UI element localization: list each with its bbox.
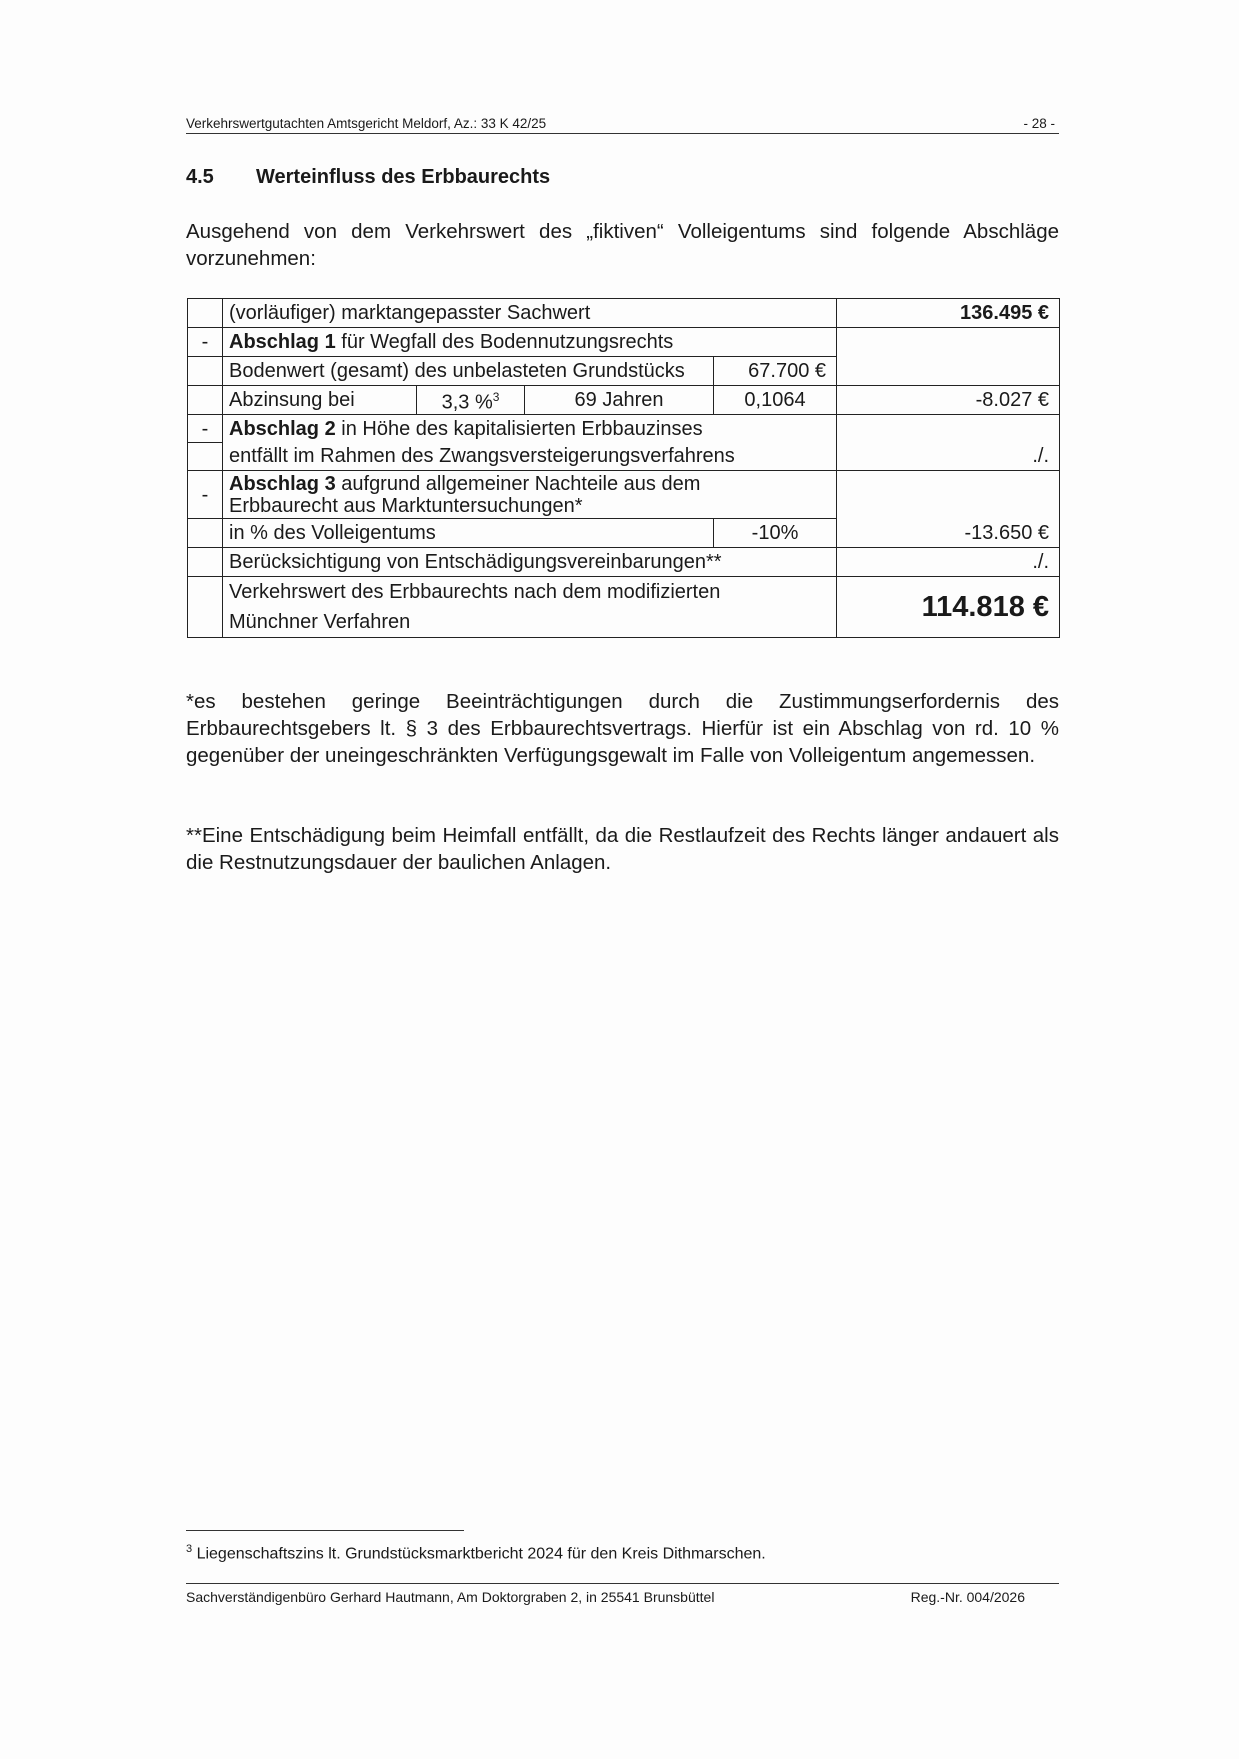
row-label: in % des Volleigentums [223, 519, 714, 548]
table-row [188, 328, 1060, 357]
row-amount: -8.027 € [837, 386, 1060, 415]
discount-factor: 0,1064 [714, 386, 837, 415]
row-label: Bodenwert (gesamt) des unbelasteten Grundstücks [223, 357, 714, 386]
section-heading [186, 166, 550, 189]
note-heimfall: **Eine Entschädigung beim Heimfall entfällt, da die Restlaufzeit des Rechts länger andauert als die Restnutzungsdauer der baulichen Anlagen. [186, 824, 1059, 874]
row-label: (vorläufiger) marktangepasster Sachwert [223, 299, 837, 328]
row-label: Abzinsung bei [223, 386, 417, 415]
page-number: - 28 - [1023, 116, 1055, 131]
row-sign: - [188, 328, 223, 357]
valuation-table [187, 298, 1060, 638]
row-amount: -13.650 € [837, 519, 1060, 548]
row-sign: - [188, 471, 223, 519]
row-label: Abschlag 3 aufgrund allgemeiner Nachteile aus dem Erbbaurecht aus Marktuntersuchungen* [223, 471, 837, 519]
row-value: -10% [714, 519, 837, 548]
table-row [188, 577, 1060, 638]
table-row [188, 299, 1060, 328]
note-zustimmung: *es bestehen geringe Beeinträchtigungen durch die Zustimmungserfordernis des Erbbaurechtsgebers lt. § 3 des Erbbaurechtsvertrags. Hierfür ist ein Abschlag von rd. 10 % gegenüber der uneingeschränkten Verfügungsgewalt im Falle von Volleigentum angemessen. [186, 690, 1059, 767]
section-number: 4.5 [186, 166, 214, 188]
page-header [186, 114, 1059, 134]
term-years: 69 Jahren [525, 386, 714, 415]
page-footer [186, 1583, 1059, 1605]
total-amount: 114.818 € [837, 577, 1060, 638]
row-amount: ./. [837, 443, 1060, 471]
row-label: entfällt im Rahmen des Zwangsversteigerungsverfahrens [223, 443, 837, 471]
row-label: Berücksichtigung von Entschädigungsvereinbarungen** [223, 548, 837, 577]
header-reference: Verkehrswertgutachten Amtsgericht Meldorf, Az.: 33 K 42/25 [186, 116, 547, 131]
table-row [188, 443, 1060, 471]
table-row [188, 386, 1060, 415]
footer-address: Sachverständigenbüro Gerhard Hautmann, Am Doktorgraben 2, in 25541 Brunsbüttel [186, 1589, 715, 1605]
row-label: Abschlag 2 in Höhe des kapitalisierten Erbbauzinses [223, 415, 837, 443]
row-value: 67.700 € [714, 357, 837, 386]
table-row [188, 519, 1060, 548]
footnote-rule [186, 1530, 464, 1531]
table-row [188, 415, 1060, 443]
intro-paragraph: Ausgehend von dem Verkehrswert des „fiktiven“ Volleigentums sind folgende Abschläge vorzunehmen: [186, 220, 1059, 270]
interest-rate: 3,3 %$^3$ [417, 386, 525, 415]
footnote: $^3$ Liegenschaftszins lt. Grundstücksmarktbericht 2024 für den Kreis Dithmarschen. [186, 1543, 766, 1563]
table-row [188, 471, 1060, 519]
row-label: Abschlag 1 für Wegfall des Bodennutzungsrechts [223, 328, 837, 357]
row-label: Verkehrswert des Erbbaurechts nach dem modifizierten Münchner Verfahren [223, 577, 837, 638]
row-amount: ./. [837, 548, 1060, 577]
section-title: Werteinfluss des Erbbaurechts [256, 166, 551, 188]
table-row [188, 548, 1060, 577]
footer-reg-number: Reg.-Nr. 004/2026 [910, 1589, 1025, 1605]
row-amount: 136.495 € [837, 299, 1060, 328]
table-row [188, 357, 1060, 386]
row-sign: - [188, 415, 223, 443]
